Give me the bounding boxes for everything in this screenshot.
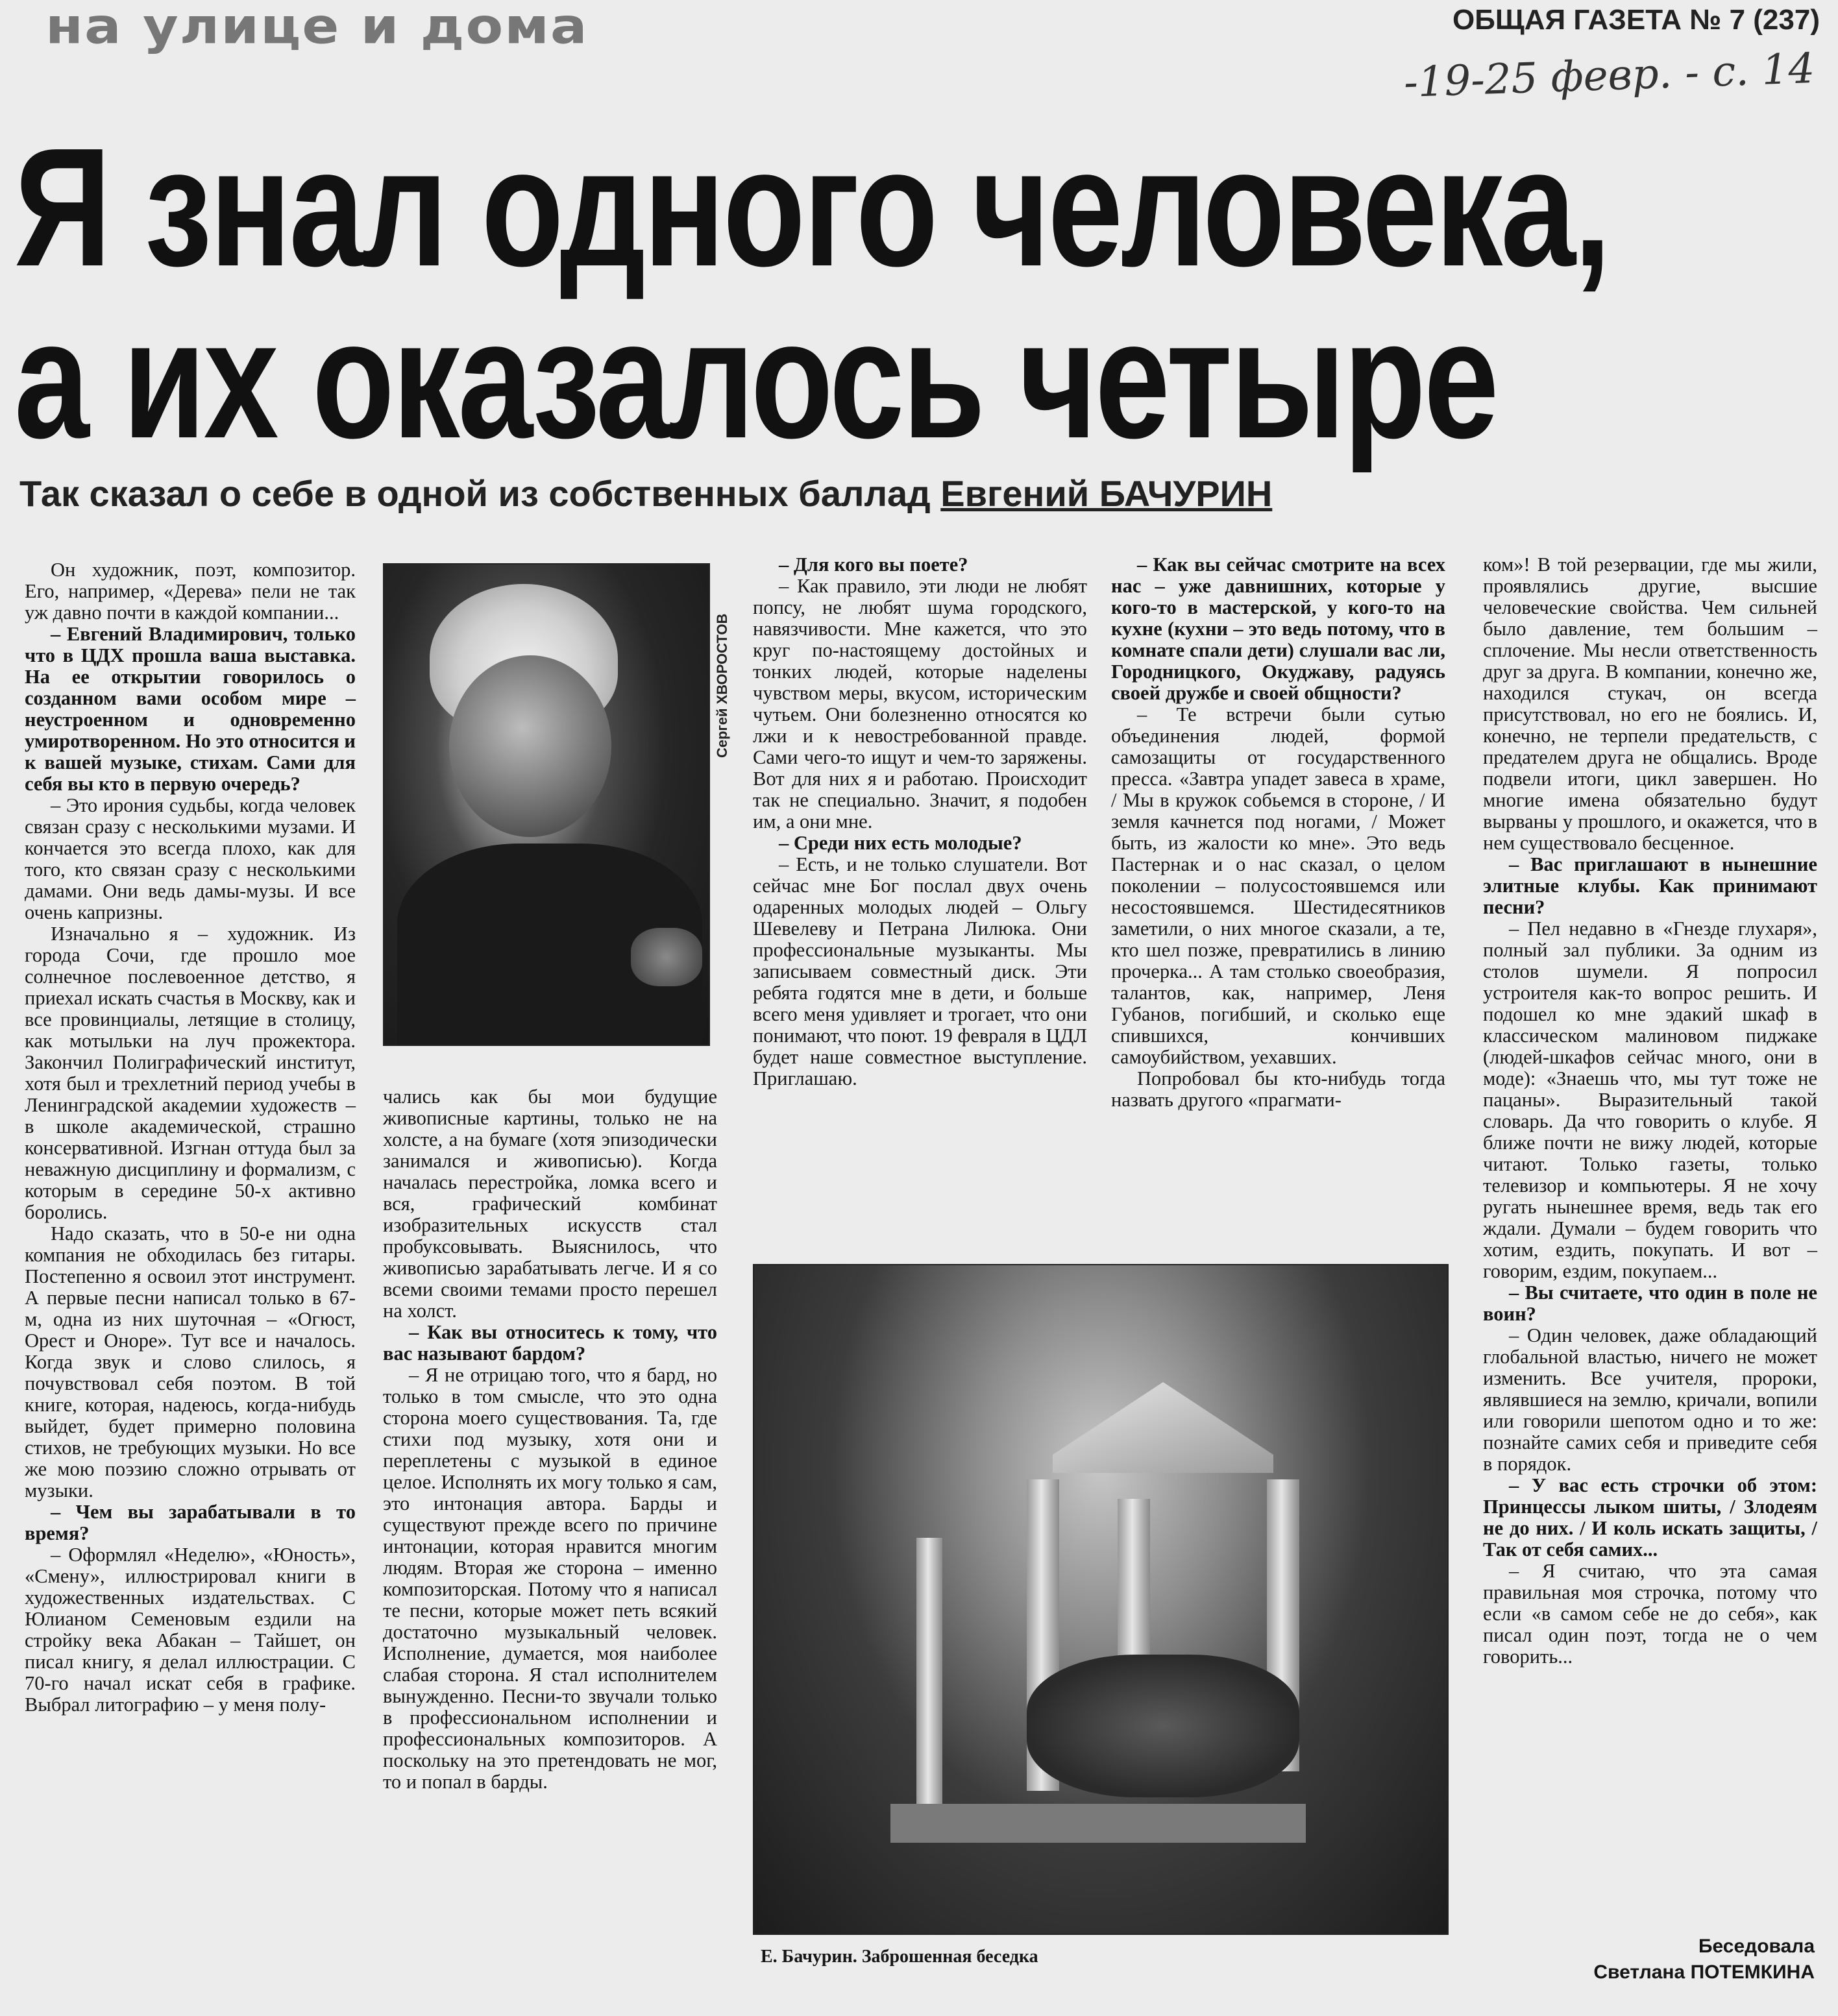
paragraph: – Я считаю, что эта самая правильная моя строчка, потому что если «в самом себе не до себя», как писал один поэт, тогда не о чем говорить...: [1483, 1560, 1817, 1668]
column-3: [753, 554, 1087, 1089]
painting-caption: Е. Бачурин. Заброшенная беседка: [761, 1947, 1038, 1967]
paragraph: – Есть, и не только слушатели. Вот сейчас мне Бог послал двух очень одаренных молодых людей – Ольгу Шевелеву и Петрана Лилюка. Они профессиональные музыканты. Мы записываем совместный диск. Эти ребята годятся мне в дети, и больше всего меня удивляет и трогает, что они понимают, что поют. 19 февраля в ЦДЛ будет наше совместное выступление. Приглашаю.: [753, 853, 1087, 1089]
column-4: [1111, 554, 1445, 1111]
paragraph: – Оформлял «Неделю», «Юность», «Смену», иллюстрировал книги в художественных издательствах. С Юлианом Семеновым ездили на стройку века Абакан – Тайшет, он писал книгу, я делал иллюстрации. С 70-го начал искат себя в графике. Выбрал литографию – у меня полу-: [25, 1544, 356, 1716]
paragraph: чались как бы мои будущие живописные картины, только не на холсте, а на бумаге (хотя эпизодически занимался и живописью). Когда началась перестройка, ломка всего и вся, графический комбинат изобразительных искусств стал пробуксовывать. Выяснилось, что живописью зарабатывать легче. И я со всеми своими темами просто перешел на холст.: [383, 1086, 717, 1322]
paragraph: Надо сказать, что в 50-е ни одна компания не обходилась без гитары. Постепенно я освоил этот инструмент. А первые песни написал только в 67-м, одна из них шуточная – «Огюст, Орест и Оноре». Тут все и началось. Когда звук и слово слилось, я почувствовал себя поэтом. В той книге, которая, надеюсь, когда-нибудь выйдет, будет примерно половина стихов, не требующих музыки. Но все же мою поэзию сложно отрывать от музыки.: [25, 1222, 356, 1501]
author-photo: [383, 563, 710, 1046]
interview-question: – Как вы сейчас смотрите на всех нас – уже давнишних, которые у кого-то в мастерской, у кого-то на кухне (кухни – это ведь потому, что в комнате спали дети) слушали вас ли, Городницкого, Окуджаву, радуясь своей дружбе и своей общности?: [1111, 553, 1445, 704]
interview-question: – Вас приглашают в нынешние элитные клубы. Как принимают песни?: [1483, 853, 1817, 918]
paragraph: – Я не отрицаю того, что я бард, но только в том смысле, что это одна сторона моего существования. Та, где стихи под музыку, хотя они и переплетены с музыкой в единое целое. Исполнять их могу только я сам, это интонация автора. Барды и существуют прежде всего по причине интонации, которая нравится многим людям. Вторая же сторона – именно композиторская. Потому что я написал те песни, которые может петь всякий достаточно музыкальный человек. Исполнение, думается, моя наиболее слабая сторона. Я стал исполнителем вынужденно. Песни-то звучали только в профессиональном исполнении и профессиональных композиторов. А поскольку на это претендовать не мог, то и попал в барды.: [383, 1364, 717, 1793]
paragraph: Попробовал бы кто-нибудь тогда назвать другого «прагмати-: [1111, 1067, 1445, 1111]
paragraph: – Пел недавно в «Гнезде глухаря», полный зал публики. За одним из столов шумели. Я попросил устроителя как-то вопрос решить. И подошел ко мне эдакий шкаф в классическом малиновом пиджаке (людей-шкафов сейчас много, они в моде): «Знаешь что, мы тут тоже не пацаны». Выразительный такой словарь. Да что говорить о клубе. Я ближе почти не вижу людей, которые читают. Только газеты, только телевизор и компьютеры. Я не хочу ругать нынешнее время, ведь так его ждали. Думали – будем говорить что хотим, ездить, покупать. И вот – говорим, ездим, покупаем...: [1483, 917, 1817, 1282]
interview-question: – Чем вы зарабатывали в то время?: [25, 1501, 356, 1544]
painting-image: [753, 1264, 1449, 1935]
column-1: [25, 559, 356, 1716]
paragraph: – Как правило, эти люди не любят попсу, не любят шума городского, навязчивости. Мне кажется, что это круг по-настоящему достойных и тонких людей, которые наделены чувством меры, вкусом, историческим чутьем. Они болезненно относятся ко лжи и к невостребованной правде. Сами чего-то ищут и чем-то заряжены. Вот для них я и работаю. Происходит так не специально. Значит, я подобен им, а они мне.: [753, 575, 1087, 832]
byline: [1593, 1934, 1815, 1986]
paragraph: Изначально я – художник. Из города Сочи, где прошло мое солнечное послевоенное детство, я приехал искать счастья в Москву, как и все провинциалы, летящие в столицу, как мотыльки на луч прожектора. Закончил Полиграфический институт, хотя был и трехлетний период учебы в Ленинградской академии художеств – в школе академической, страшно консервативной. Изгнан оттуда был за неважную дисциплину и формализм, с которым в середине 50-х активно боролись.: [25, 923, 356, 1223]
byline-label: Беседовала: [1698, 1936, 1815, 1957]
interview-question: – Как вы относитесь к тому, что вас называют бардом?: [383, 1321, 717, 1365]
headline-line-2: а их оказалось четыре: [14, 285, 1497, 474]
interview-question: – Вы считаете, что один в поле не воин?: [1483, 1281, 1817, 1325]
newspaper-issue: ОБЩАЯ ГАЗЕТА № 7 (237): [1452, 4, 1820, 36]
subtitle-author-name: Евгений БАЧУРИН: [940, 473, 1273, 514]
interview-question: – Евгений Владимирович, только что в ЦДХ прошла ваша выставка. На ее открытии говорилось о созданном вами особом мире – неустроенном и одновременно умиротворенном. Но это относится и к вашей музыке, стихам. Сами для себя вы кто в первую очередь?: [25, 623, 356, 795]
subtitle-text: Так сказал о себе в одной из собственных баллад: [19, 473, 931, 514]
paragraph: – Это ирония судьбы, когда человек связан сразу с несколькими музами. И кончается это всегда плохо, как для того, кто связан сразу с несколькими дамами. Они ведь дамы-музы. И все очень капризны.: [25, 794, 356, 923]
subtitle: [19, 472, 1272, 515]
painting-figures: [1027, 1655, 1299, 1797]
section-rubric: на улице и дома: [45, 0, 589, 55]
photo-credit: Сергей ХВОРОСТОВ: [714, 613, 730, 758]
photo-hand: [631, 928, 702, 986]
paragraph: ком»! В той резервации, где мы жили, проявлялись другие, высшие человеческие свойства. Чем сильней было давление, тем большим – сплочение. Мы несли ответственность друг за друга. В компании, конечно же, находился стукач, он всегда присутствовал, но его не боялись. И, конечно, не терпели предательств, с предателем друга не общались. Вроде подвели итоги, цикл завершен. Но многие имена обязательно будут вырваны у прошлого, и окажется, что в нем существовало бесценное.: [1483, 553, 1817, 854]
painting-roof: [1053, 1382, 1273, 1473]
photo-face: [449, 655, 611, 837]
paragraph: – Один человек, даже обладающий глобальной властью, ничего не может изменить. Все учителя, пророки, являвшиеся на землю, кричали, вопили или говорили шепотом одно и то же: познайте самих себя и приведите себя в порядок.: [1483, 1324, 1817, 1475]
interview-question: – У вас есть строчки об этом: Принцессы лыком шиты, / Злодеям не до них. / И коль искать защиты, / Так от себя самих...: [1483, 1474, 1817, 1561]
paragraph: – Те встречи были сутью объединения людей, формой самозащиты от государственного пресса. «Завтра упадет завеса в храме, / Мы в кружок собьемся в стороне, / И земля качнется под ногами, / Может быть, из жалости ко мне». Это ведь Пастернак и о нас сказал, о целом поколении – полусостоявшемся или несостоявшемся. Шестидесятников заметили, о них многое сказали, а те, кто шел позже, превратились в линию прочерка... А там столько своеобразия, талантов, как, например, Леня Губанов, погибший, и сколько еще спившихся, кончивших самоубийством, уехавших.: [1111, 703, 1445, 1068]
painting-base: [890, 1804, 1306, 1843]
painting-column: [916, 1538, 942, 1817]
paragraph: Он художник, поэт, композитор. Его, например, «Дерева» пели не так уж давно почти в каждой компании...: [25, 559, 356, 624]
handwritten-date-note: -19-25 февр. - с. 14: [1403, 44, 1816, 108]
column-5: [1483, 554, 1817, 1668]
column-2: [383, 1086, 717, 1793]
headline-line-1: Я знал одного человека,: [14, 114, 1610, 302]
byline-author: Светлана ПОТЕМКИНА: [1593, 1961, 1815, 1983]
interview-question: – Для кого вы поете?: [779, 553, 968, 576]
interview-question: – Среди них есть молодые?: [779, 832, 1022, 854]
